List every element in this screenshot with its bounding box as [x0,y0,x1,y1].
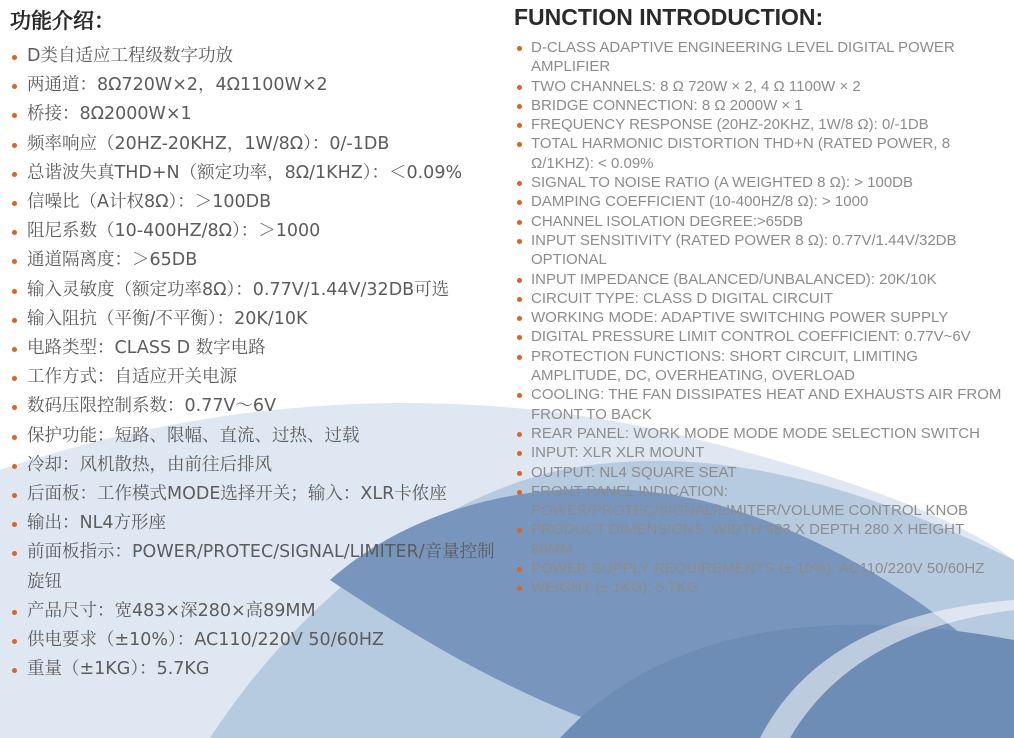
feature-item: INPUT: XLR XLR MOUNT [514,443,1004,462]
feature-item: CHANNEL ISOLATION DEGREE:>65DB [514,212,1004,231]
feature-item: POWER SUPPLY REQUIREMENTS (± 10%): AC110/220V 50/60HZ [514,559,1004,578]
feature-item: DIGITAL PRESSURE LIMIT CONTROL COEFFICIENT: 0.77V~6V [514,327,1004,346]
feature-item: 总谐波失真THD+N（额定功率，8Ω/1KHZ）：＜0.09% [10,159,495,188]
feature-item: TWO CHANNELS: 8 Ω 720W × 2, 4 Ω 1100W × 2 [514,77,1004,96]
feature-item: INPUT IMPEDANCE (BALANCED/UNBALANCED): 20K/10K [514,270,1004,289]
feature-item: 输入阻抗（平衡/不平衡）：20K/10K [10,305,495,334]
english-section [514,2,1004,598]
english-title: FUNCTION INTRODUCTION: [514,4,824,30]
feature-item: PRODUCT DIMENSIONS: WIDTH 483 X DEPTH 280 X HEIGHT 89MM [514,520,1004,559]
feature-item: COOLING: THE FAN DISSIPATES HEAT AND EXHAUSTS AIR FROM FRONT TO BACK [514,385,1004,424]
feature-item: D-CLASS ADAPTIVE ENGINEERING LEVEL DIGITAL POWER AMPLIFIER [514,38,1004,77]
feature-item: 工作方式：自适应开关电源 [10,363,495,392]
feature-item: 产品尺寸：宽483×深280×高89MM [10,597,495,626]
feature-item: 桥接：8Ω2000W×1 [10,100,495,129]
feature-item: 电路类型：CLASS D 数字电路 [10,334,495,363]
feature-item: WEIGHT (± 1KG): 5.7KG [514,578,1004,597]
feature-item: 阻尼系数（10-400HZ/8Ω）：＞1000 [10,217,495,246]
chinese-feature-list [10,42,495,684]
feature-item: REAR PANEL: WORK MODE MODE MODE SELECTION SWITCH [514,424,1004,443]
feature-item: 输入灵敏度（额定功率8Ω）：0.77V/1.44V/32DB可选 [10,276,495,305]
feature-item: 重量（±1KG）：5.7KG [10,655,495,684]
feature-item: INPUT SENSITIVITY (RATED POWER 8 Ω): 0.77V/1.44V/32DB OPTIONAL [514,231,1004,270]
feature-item: BRIDGE CONNECTION: 8 Ω 2000W × 1 [514,96,1004,115]
feature-item: PROTECTION FUNCTIONS: SHORT CIRCUIT, LIMITING AMPLITUDE, DC, OVERHEATING, OVERLOAD [514,347,1004,386]
feature-item: DAMPING COEFFICIENT (10-400HZ/8 Ω): > 1000 [514,192,1004,211]
feature-item: 前面板指示：POWER/PROTEC/SIGNAL/LIMITER/音量控制旋钮 [10,538,495,596]
feature-item: OUTPUT: NL4 SQUARE SEAT [514,463,1004,482]
feature-item: 保护功能：短路、限幅、直流、过热、过载 [10,422,495,451]
feature-item: 频率响应（20HZ-20KHZ，1W/8Ω）：0/-1DB [10,130,495,159]
feature-item: D类自适应工程级数字功放 [10,42,495,71]
feature-item: SIGNAL TO NOISE RATIO (A WEIGHTED 8 Ω): > 100DB [514,173,1004,192]
feature-item: 数码压限控制系数：0.77V～6V [10,392,495,421]
feature-item: FREQUENCY RESPONSE (20HZ-20KHZ, 1W/8 Ω): 0/-1DB [514,115,1004,134]
chinese-title: 功能介绍： [10,9,115,33]
english-feature-list [514,38,1004,598]
feature-item: FRONT PANEL INDICATION: POWER/PROTEC/SIGNAL/LIMITER/VOLUME CONTROL KNOB [514,482,1004,521]
feature-item: 信噪比（A计权8Ω）：＞100DB [10,188,495,217]
feature-item: 两通道：8Ω720W×2，4Ω1100W×2 [10,71,495,100]
feature-item: 冷却：风机散热，由前往后排风 [10,451,495,480]
feature-item: 后面板：工作模式MODE选择开关；输入：XLR卡侬座 [10,480,495,509]
feature-item: 通道隔离度：＞65DB [10,246,495,275]
chinese-section [10,6,495,684]
feature-item: CIRCUIT TYPE: CLASS D DIGITAL CIRCUIT [514,289,1004,308]
feature-item: 输出：NL4方形座 [10,509,495,538]
feature-item: 供电要求（±10%）：AC110/220V 50/60HZ [10,626,495,655]
feature-item: WORKING MODE: ADAPTIVE SWITCHING POWER SUPPLY [514,308,1004,327]
feature-item: TOTAL HARMONIC DISTORTION THD+N (RATED POWER, 8 Ω/1KHZ): < 0.09% [514,134,1004,173]
